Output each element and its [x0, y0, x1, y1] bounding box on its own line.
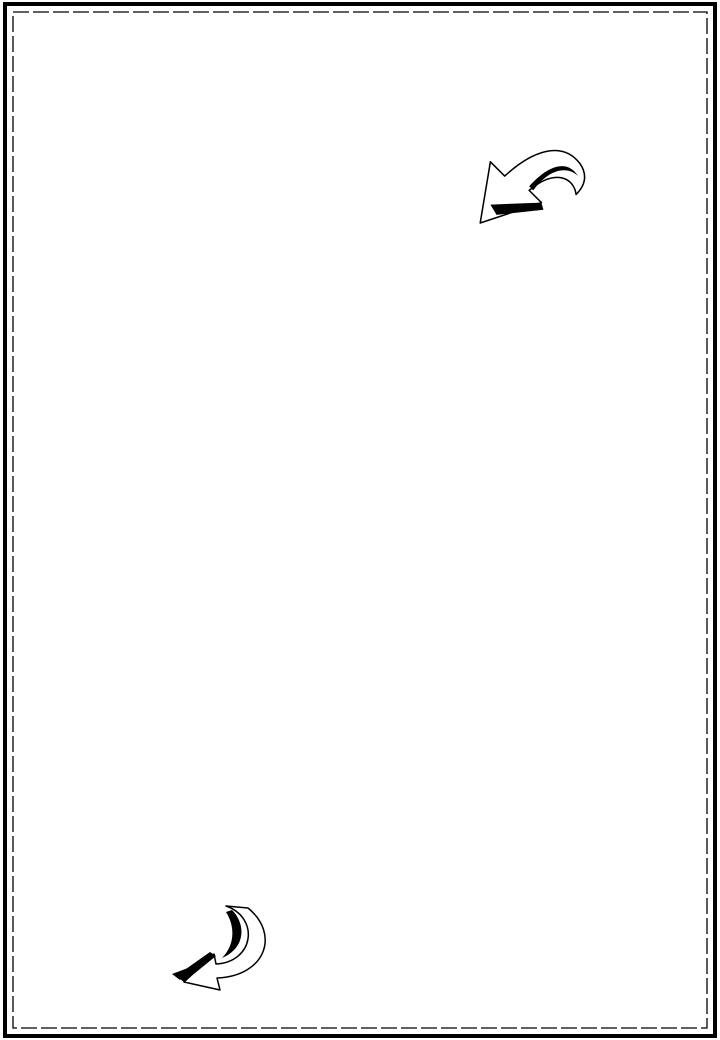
- finish-arrow-icon: [172, 906, 265, 990]
- page-border-inner: [13, 12, 707, 1028]
- start-arrow-icon: [480, 150, 584, 223]
- page-border-outer: [5, 4, 715, 1036]
